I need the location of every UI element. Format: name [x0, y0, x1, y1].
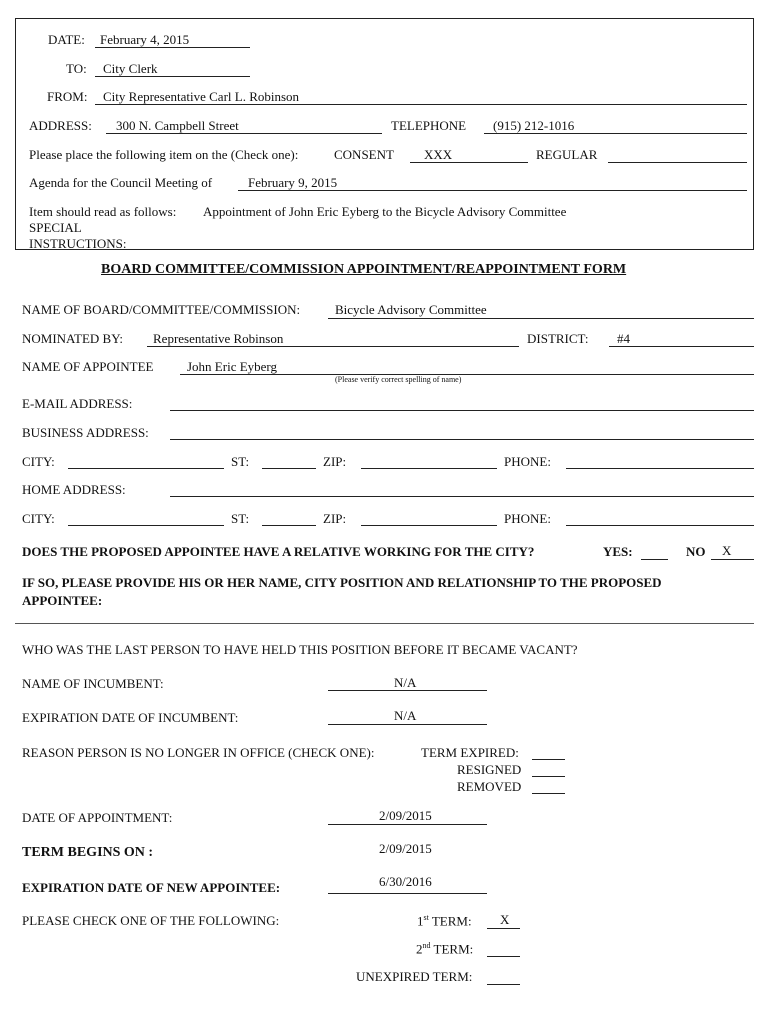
home-city-label: CITY:: [22, 511, 55, 526]
agenda-label: Agenda for the Council Meeting of: [29, 175, 213, 190]
from-line: [95, 104, 747, 105]
board-line: [328, 318, 754, 319]
consent-label: CONSENT: [334, 147, 394, 162]
no-label: NO: [686, 544, 706, 559]
home-phone-line: [566, 525, 754, 526]
date-line: [95, 47, 250, 48]
business-city-label: CITY:: [22, 454, 55, 469]
instructions-line: [195, 249, 747, 250]
yes-label: YES:: [603, 544, 633, 559]
nominated-value: Representative Robinson: [153, 331, 284, 346]
appointee-value: John Eric Eyberg: [187, 359, 278, 374]
incumbent-line: [328, 690, 487, 691]
business-st-label: ST:: [231, 454, 250, 469]
address-line: [106, 133, 382, 134]
appointment-date-label: DATE OF APPOINTMENT:: [22, 810, 173, 825]
home-label: HOME ADDRESS:: [22, 482, 126, 497]
telephone-value: (915) 212-1016: [493, 118, 575, 133]
business-zip-line: [361, 468, 497, 469]
district-label: DISTRICT:: [527, 331, 589, 346]
expiration-label: EXPIRATION DATE OF INCUMBENT:: [22, 710, 239, 725]
consent-line: [410, 162, 528, 163]
expiration-new-value: 6/30/2016: [379, 874, 432, 889]
appointee-line: [180, 374, 754, 375]
expiration-value: N/A: [394, 708, 417, 723]
home-line: [170, 496, 754, 497]
instructions-label: INSTRUCTIONS:: [29, 236, 127, 251]
agenda-line: [238, 190, 747, 191]
to-line: [95, 76, 250, 77]
telephone-line: [484, 133, 747, 134]
regular-line: [608, 162, 747, 163]
expiration-new-label: EXPIRATION DATE OF NEW APPOINTEE:: [22, 880, 281, 895]
first-term-line: [487, 928, 520, 929]
home-city-line: [68, 525, 224, 526]
business-phone-line: [566, 468, 754, 469]
check-one-text: Please place the following item on the (Check one):: [29, 147, 299, 162]
from-value: City Representative Carl L. Robinson: [103, 89, 300, 104]
business-line: [170, 439, 754, 440]
first-term-value: X: [500, 912, 510, 927]
district-value: #4: [617, 331, 630, 346]
relative-question: DOES THE PROPOSED APPOINTEE HAVE A RELATIVE WORKING FOR THE CITY?: [22, 544, 535, 559]
first-term-sup: st: [423, 913, 429, 922]
appointment-date-value: 2/09/2015: [379, 808, 432, 823]
removed-line: [532, 793, 565, 794]
unexpired-term-line: [487, 984, 520, 985]
appointee-label: NAME OF APPOINTEE: [22, 359, 154, 374]
special-label: SPECIAL: [29, 220, 82, 235]
term-expired-line: [532, 759, 565, 760]
expiration-new-line: [328, 893, 487, 894]
business-phone-label: PHONE:: [504, 454, 551, 469]
expiration-line: [328, 724, 487, 725]
nominated-line: [147, 346, 519, 347]
if-so-line1: IF SO, PLEASE PROVIDE HIS OR HER NAME, CITY POSITION AND RELATIONSHIP TO THE PROPOSED: [22, 575, 662, 590]
vacancy-question: WHO WAS THE LAST PERSON TO HAVE HELD THIS POSITION BEFORE IT BECAME VACANT?: [22, 642, 578, 657]
removed-label: REMOVED: [457, 779, 522, 794]
nominated-label: NOMINATED BY:: [22, 331, 123, 346]
home-zip-line: [361, 525, 497, 526]
home-zip-label: ZIP:: [323, 511, 347, 526]
if-so-line2: APPOINTEE:: [22, 593, 103, 608]
yes-line: [641, 559, 668, 560]
home-st-label: ST:: [231, 511, 250, 526]
first-term-label: [417, 913, 472, 929]
email-line: [170, 410, 754, 411]
term-begins-label: TERM BEGINS ON :: [22, 845, 154, 860]
agenda-date: February 9, 2015: [248, 175, 338, 190]
board-label: NAME OF BOARD/COMMITTEE/COMMISSION:: [22, 302, 301, 317]
to-label: TO:: [66, 61, 87, 76]
term-expired-label: TERM EXPIRED:: [421, 745, 519, 760]
regular-label: REGULAR: [536, 147, 598, 162]
address-value: 300 N. Campbell Street: [116, 118, 239, 133]
second-term-num: 2: [416, 941, 423, 957]
second-term-label: [416, 941, 473, 957]
address-label: ADDRESS:: [29, 118, 92, 133]
no-value: X: [722, 543, 732, 558]
second-term-sup: nd: [422, 941, 431, 950]
consent-value: XXX: [424, 147, 453, 162]
to-value: City Clerk: [103, 61, 158, 76]
incumbent-value: N/A: [394, 675, 417, 690]
home-phone-label: PHONE:: [504, 511, 551, 526]
business-label: BUSINESS ADDRESS:: [22, 425, 149, 440]
item-label: Item should read as follows:: [29, 204, 177, 219]
appointment-date-line: [328, 824, 487, 825]
reason-label: REASON PERSON IS NO LONGER IN OFFICE (CHECK ONE):: [22, 745, 375, 760]
from-label: FROM:: [47, 89, 88, 104]
business-st-line: [262, 468, 316, 469]
first-term-text: TERM:: [431, 913, 472, 929]
business-zip-label: ZIP:: [323, 454, 347, 469]
business-city-line: [68, 468, 224, 469]
form-title: BOARD COMMITTEE/COMMISSION APPOINTMENT/REAPPOINTMENT FORM: [101, 262, 627, 277]
telephone-label: TELEPHONE: [391, 118, 467, 133]
section-divider: [15, 623, 754, 624]
second-term-line: [487, 956, 520, 957]
first-term-num: 1: [417, 913, 424, 929]
term-begins-value: 2/09/2015: [379, 841, 432, 856]
email-label: E-MAIL ADDRESS:: [22, 396, 133, 411]
date-value: February 4, 2015: [100, 32, 190, 47]
no-line: [711, 559, 754, 560]
district-line: [609, 346, 754, 347]
date-label: DATE:: [48, 32, 85, 47]
incumbent-label: NAME OF INCUMBENT:: [22, 676, 164, 691]
home-st-line: [262, 525, 316, 526]
check-one-label: PLEASE CHECK ONE OF THE FOLLOWING:: [22, 913, 280, 928]
item-text: Appointment of John Eric Eyberg to the Bicycle Advisory Committee: [203, 204, 567, 219]
resigned-label: RESIGNED: [457, 762, 522, 777]
unexpired-term-label: UNEXPIRED TERM:: [356, 969, 473, 984]
resigned-line: [532, 776, 565, 777]
verify-note: (Please verify correct spelling of name): [335, 375, 462, 384]
second-term-text: TERM:: [433, 941, 474, 957]
board-value: Bicycle Advisory Committee: [335, 302, 487, 317]
